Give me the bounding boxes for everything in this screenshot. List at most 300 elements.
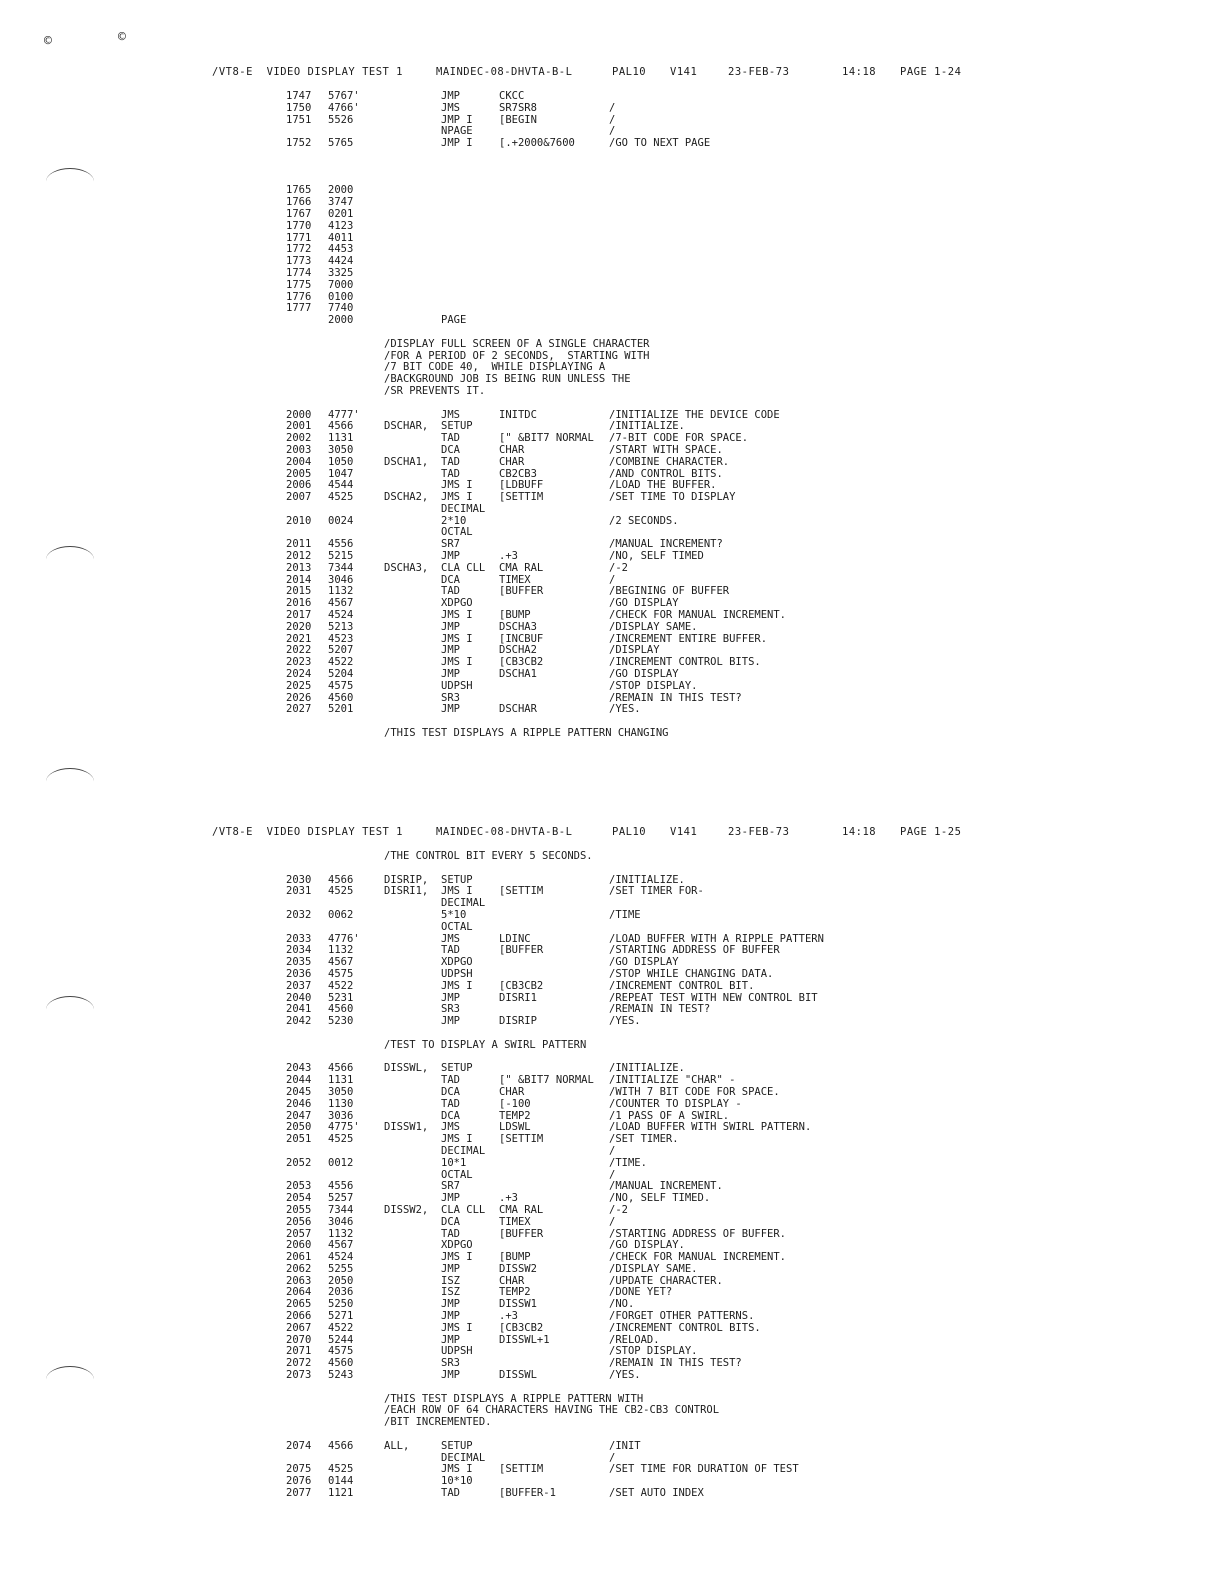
operand: [SETTIM	[499, 885, 544, 898]
comment-text: /BIT INCREMENTED.	[384, 1416, 492, 1429]
octal-code: 4566	[328, 1062, 354, 1075]
opcode: PAGE	[441, 314, 467, 327]
octal-code: 4775'	[328, 1121, 360, 1134]
address: 2041	[286, 1003, 312, 1016]
address: 2056	[286, 1215, 312, 1228]
octal-code: 3050	[328, 443, 354, 456]
opcode: JMS I	[441, 885, 473, 898]
line-comment: /	[609, 1215, 616, 1228]
octal-code: 1132	[328, 1227, 354, 1240]
opcode: JMS I	[441, 1321, 473, 1334]
header-program: MAINDEC-08-DHVTA-B-L	[436, 826, 573, 838]
address: 2011	[286, 538, 312, 551]
operand: LDSWL	[499, 1121, 531, 1134]
header-version: V141	[670, 66, 698, 78]
opcode: DCA	[441, 1109, 460, 1122]
opcode: TAD	[441, 467, 460, 480]
address: 2001	[286, 420, 312, 433]
operand: CMA RAL	[499, 1203, 544, 1216]
address: 2050	[286, 1121, 312, 1134]
line-comment: /	[609, 1451, 616, 1464]
operand: [LDBUFF	[499, 479, 544, 492]
opcode: NPAGE	[441, 125, 473, 138]
line-comment: /INITIALIZE THE DEVICE CODE	[609, 408, 780, 421]
octal-code: 5250	[328, 1298, 354, 1311]
octal-code: 0062	[328, 908, 354, 921]
line-comment: /-2	[609, 1203, 628, 1216]
address: 2047	[286, 1109, 312, 1122]
octal-code: 4524	[328, 1251, 354, 1264]
operand: CHAR	[499, 455, 525, 468]
octal-code: 1130	[328, 1097, 354, 1110]
octal-code: 4556	[328, 1180, 354, 1193]
line-comment: /GO DISPLAY.	[609, 1239, 685, 1252]
line-comment: /STOP DISPLAY.	[609, 679, 698, 692]
opcode: JMS I	[441, 1463, 473, 1476]
octal-code: 3050	[328, 1085, 354, 1098]
octal-code: 4560	[328, 1357, 354, 1370]
octal-code: 5231	[328, 991, 354, 1004]
opcode: SETUP	[441, 1439, 473, 1452]
octal-code: 3325	[328, 266, 354, 279]
corner-mark: ©	[44, 34, 52, 49]
opcode: UDPSH	[441, 679, 473, 692]
octal-code: 3046	[328, 1215, 354, 1228]
octal-code: 5230	[328, 1015, 354, 1028]
operand: [CB3CB2	[499, 656, 544, 669]
opcode: TAD	[441, 432, 460, 445]
line-comment: /COUNTER TO DISPLAY -	[609, 1097, 742, 1110]
opcode: JMS I	[441, 479, 473, 492]
operand: [BUMP	[499, 1251, 531, 1264]
operand: [SETTIM	[499, 1133, 544, 1146]
line-comment: /REMAIN IN TEST?	[609, 1003, 711, 1016]
line-comment: /GO TO NEXT PAGE	[609, 137, 711, 150]
opcode: JMP	[441, 90, 460, 102]
octal-code: 5215	[328, 550, 354, 563]
operand: DISSWL+1	[499, 1333, 550, 1346]
line-comment: /DONE YET?	[609, 1286, 673, 1299]
octal-code: 4522	[328, 656, 354, 669]
address: 2065	[286, 1298, 312, 1311]
operand: LDINC	[499, 932, 531, 945]
symbol-label: DISSWL,	[384, 1062, 429, 1075]
opcode: DCA	[441, 1085, 460, 1098]
octal-code: 4566	[328, 873, 354, 886]
opcode: XDPGO	[441, 597, 473, 610]
line-comment: /LOAD BUFFER WITH SWIRL PATTERN.	[609, 1121, 812, 1134]
address: 1771	[286, 231, 312, 244]
octal-code: 7000	[328, 278, 354, 291]
header-program: MAINDEC-08-DHVTA-B-L	[436, 66, 573, 78]
opcode: XDPGO	[441, 1239, 473, 1252]
octal-code: 4544	[328, 479, 354, 492]
operand: TEMP2	[499, 1109, 531, 1122]
address: 1776	[286, 290, 312, 303]
opcode: JMP	[441, 620, 460, 633]
octal-code: 0024	[328, 514, 354, 527]
opcode: DCA	[441, 443, 460, 456]
address: 2027	[286, 703, 312, 716]
line-comment: /2 SECONDS.	[609, 514, 679, 527]
opcode: SETUP	[441, 873, 473, 886]
operand: [" &BIT7 NORMAL	[499, 1074, 594, 1087]
octal-code: 4566	[328, 420, 354, 433]
opcode: JMS	[441, 408, 460, 421]
address: 2034	[286, 944, 312, 957]
line-comment: /STARTING ADDRESS OF BUFFER.	[609, 1227, 787, 1240]
octal-code: 1121	[328, 1487, 354, 1500]
address: 2037	[286, 979, 312, 992]
header-page: PAGE 1-25	[900, 826, 962, 838]
address: 2015	[286, 585, 312, 598]
octal-code: 4525	[328, 1463, 354, 1476]
address: 2064	[286, 1286, 312, 1299]
operand: [CB3CB2	[499, 1321, 544, 1334]
line-comment: /START WITH SPACE.	[609, 443, 723, 456]
octal-code: 5526	[328, 113, 354, 126]
opcode: SR3	[441, 691, 460, 704]
opcode: DECIMAL	[441, 1451, 486, 1464]
address: 2077	[286, 1487, 312, 1500]
octal-code: 3036	[328, 1109, 354, 1122]
opcode: JMP	[441, 1262, 460, 1275]
opcode: OCTAL	[441, 920, 473, 933]
octal-code: 4766'	[328, 101, 360, 114]
operand: DISSW1	[499, 1298, 537, 1311]
address: 2040	[286, 991, 312, 1004]
octal-code: 1132	[328, 585, 354, 598]
comment-text: /SR PREVENTS IT.	[384, 384, 486, 397]
line-comment: /BEGINING OF BUFFER	[609, 585, 730, 598]
address: 2002	[286, 432, 312, 445]
line-comment: /WITH 7 BIT CODE FOR SPACE.	[609, 1085, 780, 1098]
opcode: JMP	[441, 1333, 460, 1346]
octal-code: 1047	[328, 467, 354, 480]
line-comment: /YES.	[609, 703, 641, 716]
opcode: TAD	[441, 944, 460, 957]
line-comment: /GO DISPLAY	[609, 956, 679, 969]
opcode: JMP	[441, 668, 460, 681]
operand: .+3	[499, 1310, 518, 1323]
operand: INITDC	[499, 408, 537, 421]
opcode: JMS I	[441, 1251, 473, 1264]
octal-code: 4556	[328, 538, 354, 551]
address: 2017	[286, 609, 312, 622]
operand: DISSWL	[499, 1369, 537, 1382]
opcode: 10*10	[441, 1475, 473, 1488]
line-comment: /SET TIMER.	[609, 1133, 679, 1146]
line-comment: /SET TIME TO DISPLAY	[609, 491, 736, 504]
address: 2076	[286, 1475, 312, 1488]
octal-code: 5201	[328, 703, 354, 716]
octal-code: 4453	[328, 243, 354, 256]
operand: DISRI1	[499, 991, 537, 1004]
opcode: SETUP	[441, 1062, 473, 1075]
line-comment: /INITIALIZE.	[609, 1062, 685, 1075]
header-assembler: PAL10	[612, 826, 647, 838]
address: 2060	[286, 1239, 312, 1252]
operand: DSCHA1	[499, 668, 537, 681]
operand: [BUFFER	[499, 585, 544, 598]
opcode: JMS I	[441, 979, 473, 992]
octal-code: 4575	[328, 679, 354, 692]
line-comment: /NO, SELF TIMED	[609, 550, 704, 563]
octal-code: 2050	[328, 1274, 354, 1287]
line-comment: /SET AUTO INDEX	[609, 1487, 704, 1500]
line-comment: /GO DISPLAY	[609, 668, 679, 681]
octal-code: 3046	[328, 573, 354, 586]
octal-code: 7740	[328, 302, 354, 315]
octal-code: 1132	[328, 944, 354, 957]
line-comment: /TIME.	[609, 1156, 647, 1169]
line-comment: /INITIALIZE "CHAR" -	[609, 1074, 736, 1087]
address: 1765	[286, 184, 312, 197]
opcode: JMS I	[441, 491, 473, 504]
line-comment: /	[609, 113, 616, 126]
line-comment: /INITIALIZE.	[609, 420, 685, 433]
address: 2045	[286, 1085, 312, 1098]
header-time: 14:18	[842, 826, 877, 838]
operand: [-100	[499, 1097, 531, 1110]
line-comment: /REMAIN IN THIS TEST?	[609, 691, 742, 704]
symbol-label: DSCHA2,	[384, 491, 429, 504]
line-comment: /INITIALIZE.	[609, 873, 685, 886]
opcode: CLA CLL	[441, 1203, 486, 1216]
octal-code: 0012	[328, 1156, 354, 1169]
line-comment: /-2	[609, 561, 628, 574]
operand: DISRIP	[499, 1015, 537, 1028]
address: 2036	[286, 967, 312, 980]
symbol-label: DISSW1,	[384, 1121, 429, 1134]
octal-code: 4424	[328, 255, 354, 268]
octal-code: 1050	[328, 455, 354, 468]
header-date: 23-FEB-73	[728, 826, 790, 838]
header-time: 14:18	[842, 66, 877, 78]
opcode: JMS I	[441, 656, 473, 669]
line-comment: /	[609, 125, 616, 138]
operand: CB2CB3	[499, 467, 537, 480]
octal-code: 5257	[328, 1192, 354, 1205]
line-comment: /MANUAL INCREMENT?	[609, 538, 723, 551]
line-comment: /STOP DISPLAY.	[609, 1345, 698, 1358]
operand: TIMEX	[499, 1215, 531, 1228]
operand: [BUFFER-1	[499, 1487, 556, 1500]
address: 2016	[286, 597, 312, 610]
opcode: ISZ	[441, 1274, 460, 1287]
address: 2005	[286, 467, 312, 480]
operand: .+3	[499, 550, 518, 563]
line-comment: /INCREMENT CONTROL BITS.	[609, 1321, 761, 1334]
operand: DSCHAR	[499, 703, 537, 716]
operand: CHAR	[499, 443, 525, 456]
operand: .+3	[499, 1192, 518, 1205]
octal-code: 4522	[328, 1321, 354, 1334]
line-comment: /NO.	[609, 1298, 635, 1311]
opcode: TAD	[441, 455, 460, 468]
address: 1770	[286, 219, 312, 232]
octal-code: 2000	[328, 314, 354, 327]
octal-code: 5765	[328, 137, 354, 150]
opcode: OCTAL	[441, 1168, 473, 1181]
address: 2032	[286, 908, 312, 921]
octal-code: 5271	[328, 1310, 354, 1323]
opcode: DCA	[441, 573, 460, 586]
line-comment: /RELOAD.	[609, 1333, 660, 1346]
operand: [INCBUF	[499, 632, 544, 645]
octal-code: 5767'	[328, 90, 360, 102]
comment-text: /THIS TEST DISPLAYS A RIPPLE PATTERN WITH	[384, 1392, 644, 1405]
address: 2052	[286, 1156, 312, 1169]
opcode: TAD	[441, 1487, 460, 1500]
address: 2004	[286, 455, 312, 468]
corner-mark: ©	[118, 30, 126, 45]
address: 2010	[286, 514, 312, 527]
address: 1777	[286, 302, 312, 315]
line-comment: /YES.	[609, 1015, 641, 1028]
opcode: JMP	[441, 644, 460, 657]
octal-code: 2036	[328, 1286, 354, 1299]
line-comment: /TIME	[609, 908, 641, 921]
octal-code: 4567	[328, 597, 354, 610]
address: 2063	[286, 1274, 312, 1287]
opcode: SR7	[441, 538, 460, 551]
opcode: SR3	[441, 1357, 460, 1370]
address: 2012	[286, 550, 312, 563]
opcode: UDPSH	[441, 1345, 473, 1358]
line-comment: /STARTING ADDRESS OF BUFFER	[609, 944, 780, 957]
line-comment: /GO DISPLAY	[609, 597, 679, 610]
address: 1766	[286, 196, 312, 209]
operand: [BUMP	[499, 609, 531, 622]
opcode: 10*1	[441, 1156, 467, 1169]
octal-code: 4575	[328, 1345, 354, 1358]
address: 2031	[286, 885, 312, 898]
octal-code: 4560	[328, 1003, 354, 1016]
header-date: 23-FEB-73	[728, 66, 790, 78]
operand: DISSW2	[499, 1262, 537, 1275]
octal-code: 7344	[328, 561, 354, 574]
punch-hole	[46, 996, 94, 1023]
octal-code: 0100	[328, 290, 354, 303]
symbol-label: DSCHA1,	[384, 455, 429, 468]
opcode: JMP	[441, 703, 460, 716]
address: 1773	[286, 255, 312, 268]
operand: [" &BIT7 NORMAL	[499, 432, 594, 445]
header-title: /VT8-E VIDEO DISPLAY TEST 1	[212, 826, 404, 838]
address: 2023	[286, 656, 312, 669]
line-comment: /INCREMENT ENTIRE BUFFER.	[609, 632, 768, 645]
operand: [CB3CB2	[499, 979, 544, 992]
address: 2062	[286, 1262, 312, 1275]
punch-hole	[46, 168, 94, 195]
opcode: JMP	[441, 1015, 460, 1028]
line-comment: /SET TIME FOR DURATION OF TEST	[609, 1463, 799, 1476]
line-comment: /DISPLAY	[609, 644, 660, 657]
line-comment: /	[609, 573, 616, 586]
octal-code: 4566	[328, 1439, 354, 1452]
operand: CMA RAL	[499, 561, 544, 574]
opcode: JMP	[441, 1298, 460, 1311]
address: 2033	[286, 932, 312, 945]
octal-code: 5213	[328, 620, 354, 633]
address: 2013	[286, 561, 312, 574]
operand: CKCC	[499, 90, 525, 102]
comment-text: /THIS TEST DISPLAYS A RIPPLE PATTERN CHANGING	[384, 727, 669, 740]
opcode: JMS	[441, 932, 460, 945]
line-comment: /YES.	[609, 1369, 641, 1382]
comment-text: /EACH ROW OF 64 CHARACTERS HAVING THE CB2-CB3 CONTROL	[384, 1404, 720, 1417]
line-comment: /SET TIMER FOR-	[609, 885, 704, 898]
address: 2007	[286, 491, 312, 504]
address: 2026	[286, 691, 312, 704]
address: 2030	[286, 873, 312, 886]
line-comment: /CHECK FOR MANUAL INCREMENT.	[609, 609, 787, 622]
opcode: SR7	[441, 1180, 460, 1193]
address: 2070	[286, 1333, 312, 1346]
opcode: JMP	[441, 991, 460, 1004]
comment-text: /BACKGROUND JOB IS BEING RUN UNLESS THE	[384, 373, 631, 386]
address: 1772	[286, 243, 312, 256]
address: 2003	[286, 443, 312, 456]
line-comment: /	[609, 101, 616, 114]
octal-code: 5255	[328, 1262, 354, 1275]
address: 1775	[286, 278, 312, 291]
octal-code: 4560	[328, 691, 354, 704]
punch-hole	[46, 768, 94, 795]
opcode: DCA	[441, 1215, 460, 1228]
octal-code: 7344	[328, 1203, 354, 1216]
octal-code: 0144	[328, 1475, 354, 1488]
address: 1752	[286, 137, 312, 150]
opcode: 5*10	[441, 908, 467, 921]
octal-code: 4525	[328, 885, 354, 898]
octal-code: 2000	[328, 184, 354, 197]
header-assembler: PAL10	[612, 66, 647, 78]
opcode: UDPSH	[441, 967, 473, 980]
octal-code: 4522	[328, 979, 354, 992]
octal-code: 5244	[328, 1333, 354, 1346]
operand: DSCHA3	[499, 620, 537, 633]
operand: [SETTIM	[499, 491, 544, 504]
opcode: SETUP	[441, 420, 473, 433]
line-comment: /STOP WHILE CHANGING DATA.	[609, 967, 774, 980]
line-comment: /7-BIT CODE FOR SPACE.	[609, 432, 749, 445]
line-comment: /1 PASS OF A SWIRL.	[609, 1109, 730, 1122]
comment-text: /THE CONTROL BIT EVERY 5 SECONDS.	[384, 850, 593, 862]
opcode: JMP I	[441, 113, 473, 126]
octal-code: 4776'	[328, 932, 360, 945]
punch-hole	[46, 546, 94, 573]
line-comment: /LOAD THE BUFFER.	[609, 479, 717, 492]
symbol-label: DISRIP,	[384, 873, 429, 886]
line-comment: /AND CONTROL BITS.	[609, 467, 723, 480]
opcode: OCTAL	[441, 526, 473, 539]
address: 2046	[286, 1097, 312, 1110]
opcode: DECIMAL	[441, 1144, 486, 1157]
address: 2043	[286, 1062, 312, 1075]
address: 2067	[286, 1321, 312, 1334]
address: 2014	[286, 573, 312, 586]
opcode: JMP	[441, 1369, 460, 1382]
address: 2025	[286, 679, 312, 692]
opcode: 2*10	[441, 514, 467, 527]
symbol-label: DSCHA3,	[384, 561, 429, 574]
opcode: JMP	[441, 1310, 460, 1323]
octal-code: 3747	[328, 196, 354, 209]
line-comment: /NO, SELF TIMED.	[609, 1192, 711, 1205]
line-comment: /DISPLAY SAME.	[609, 1262, 698, 1275]
